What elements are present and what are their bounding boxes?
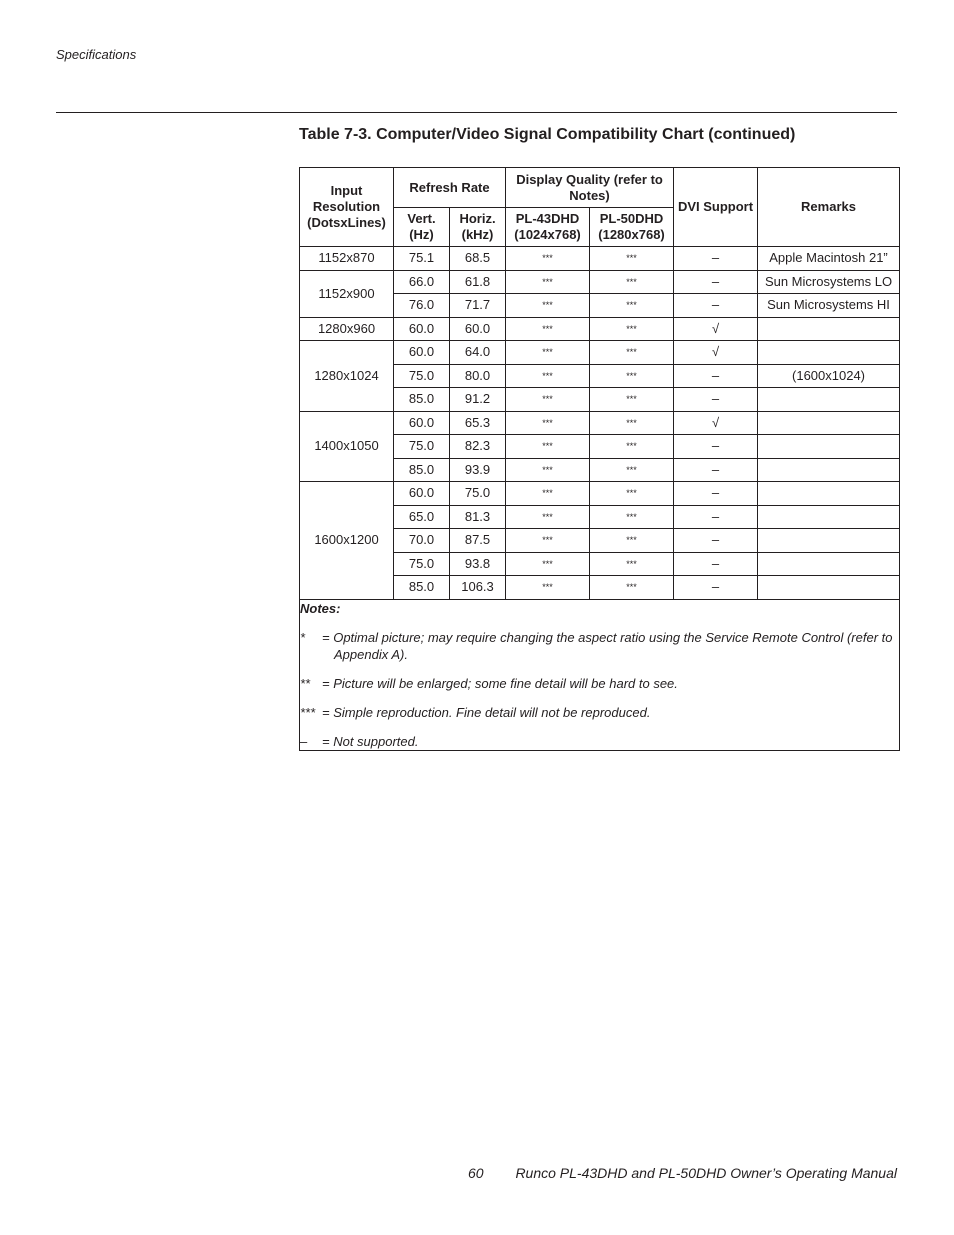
remarks-cell bbox=[758, 458, 900, 482]
pl43dhd-quality-cell: *** bbox=[506, 435, 590, 459]
remarks-cell bbox=[758, 576, 900, 600]
note-text: = Picture will be enlarged; some fine detail will be hard to see. bbox=[322, 675, 678, 691]
header-vert: Vert. (Hz) bbox=[394, 208, 450, 247]
vert-cell: 70.0 bbox=[394, 529, 450, 553]
pl50dhd-quality-cell: *** bbox=[590, 576, 674, 600]
header-rule bbox=[56, 112, 897, 113]
vert-cell: 65.0 bbox=[394, 505, 450, 529]
header-pl43dhd: PL-43DHD (1024x768) bbox=[506, 208, 590, 247]
note-symbol: *** bbox=[300, 704, 316, 720]
notes-cell bbox=[300, 599, 900, 750]
table-row bbox=[300, 317, 900, 341]
note-item bbox=[300, 733, 899, 750]
horiz-cell: 68.5 bbox=[450, 247, 506, 271]
header-remarks: Remarks bbox=[758, 168, 900, 247]
horiz-cell: 80.0 bbox=[450, 364, 506, 388]
remarks-cell bbox=[758, 388, 900, 412]
note-text: = Not supported. bbox=[322, 733, 419, 749]
pl43dhd-quality-cell: *** bbox=[506, 364, 590, 388]
horiz-cell: 106.3 bbox=[450, 576, 506, 600]
horiz-cell: 93.9 bbox=[450, 458, 506, 482]
vert-cell: 60.0 bbox=[394, 317, 450, 341]
dvi-support-cell: – bbox=[674, 482, 758, 506]
pl50dhd-quality-cell: *** bbox=[590, 482, 674, 506]
pl50dhd-quality-cell: *** bbox=[590, 411, 674, 435]
header-input-resolution: Input Resolution (DotsxLines) bbox=[300, 168, 394, 247]
remarks-cell bbox=[758, 552, 900, 576]
header-display-quality: Display Quality (refer to Notes) bbox=[506, 168, 674, 208]
note-text: = Optimal picture; may require changing the aspect ratio using the Service Remote Control (refer to Appendix A). bbox=[322, 629, 893, 662]
dvi-support-cell: – bbox=[674, 435, 758, 459]
running-head: Specifications bbox=[56, 47, 137, 62]
pl50dhd-quality-cell: *** bbox=[590, 435, 674, 459]
pl43dhd-quality-cell: *** bbox=[506, 458, 590, 482]
pl50dhd-quality-cell: *** bbox=[590, 317, 674, 341]
pl50dhd-quality-cell: *** bbox=[590, 341, 674, 365]
pl43dhd-quality-cell: *** bbox=[506, 529, 590, 553]
remarks-cell bbox=[758, 341, 900, 365]
dvi-support-cell: – bbox=[674, 364, 758, 388]
vert-cell: 85.0 bbox=[394, 388, 450, 412]
vert-cell: 60.0 bbox=[394, 341, 450, 365]
pl43dhd-quality-cell: *** bbox=[506, 576, 590, 600]
table-row bbox=[300, 411, 900, 435]
dvi-support-cell: √ bbox=[674, 411, 758, 435]
header-dvi-support: DVI Support bbox=[674, 168, 758, 247]
remarks-cell bbox=[758, 482, 900, 506]
remarks-cell bbox=[758, 411, 900, 435]
remarks-cell bbox=[758, 435, 900, 459]
table-row bbox=[300, 341, 900, 365]
vert-cell: 66.0 bbox=[394, 270, 450, 294]
vert-cell: 60.0 bbox=[394, 482, 450, 506]
pl50dhd-quality-cell: *** bbox=[590, 364, 674, 388]
table-row bbox=[300, 270, 900, 294]
horiz-cell: 71.7 bbox=[450, 294, 506, 318]
pl43dhd-quality-cell: *** bbox=[506, 505, 590, 529]
pl43dhd-quality-cell: *** bbox=[506, 294, 590, 318]
horiz-cell: 61.8 bbox=[450, 270, 506, 294]
vert-cell: 75.1 bbox=[394, 247, 450, 271]
pl50dhd-quality-cell: *** bbox=[590, 552, 674, 576]
pl43dhd-quality-cell: *** bbox=[506, 270, 590, 294]
note-item bbox=[300, 704, 899, 721]
compatibility-table bbox=[299, 167, 900, 751]
note-item bbox=[300, 675, 899, 692]
dvi-support-cell: – bbox=[674, 270, 758, 294]
dvi-support-cell: √ bbox=[674, 341, 758, 365]
dvi-support-cell: – bbox=[674, 576, 758, 600]
dvi-support-cell: – bbox=[674, 388, 758, 412]
table-title: Table 7-3. Computer/Video Signal Compatibility Chart (continued) bbox=[299, 126, 796, 143]
remarks-cell bbox=[758, 317, 900, 341]
horiz-cell: 93.8 bbox=[450, 552, 506, 576]
pl43dhd-quality-cell: *** bbox=[506, 411, 590, 435]
note-symbol: ** bbox=[300, 675, 311, 691]
page-number: 60 bbox=[468, 1165, 484, 1181]
resolution-cell: 1400x1050 bbox=[300, 411, 394, 482]
dvi-support-cell: – bbox=[674, 247, 758, 271]
pl43dhd-quality-cell: *** bbox=[506, 317, 590, 341]
dvi-support-cell: – bbox=[674, 505, 758, 529]
header-refresh-rate: Refresh Rate bbox=[394, 168, 506, 208]
note-text: = Simple reproduction. Fine detail will not be reproduced. bbox=[322, 704, 651, 720]
table-row bbox=[300, 482, 900, 506]
resolution-cell: 1280x1024 bbox=[300, 341, 394, 412]
pl50dhd-quality-cell: *** bbox=[590, 294, 674, 318]
horiz-cell: 91.2 bbox=[450, 388, 506, 412]
horiz-cell: 75.0 bbox=[450, 482, 506, 506]
resolution-cell: 1152x900 bbox=[300, 270, 394, 317]
manual-title: Runco PL-43DHD and PL-50DHD Owner’s Operating Manual bbox=[515, 1165, 897, 1181]
header-horiz: Horiz. (kHz) bbox=[450, 208, 506, 247]
pl43dhd-quality-cell: *** bbox=[506, 552, 590, 576]
horiz-cell: 87.5 bbox=[450, 529, 506, 553]
remarks-cell: (1600x1024) bbox=[758, 364, 900, 388]
pl50dhd-quality-cell: *** bbox=[590, 458, 674, 482]
pl43dhd-quality-cell: *** bbox=[506, 247, 590, 271]
vert-cell: 85.0 bbox=[394, 576, 450, 600]
dvi-support-cell: – bbox=[674, 529, 758, 553]
notes-heading: Notes: bbox=[300, 600, 341, 616]
resolution-cell: 1280x960 bbox=[300, 317, 394, 341]
vert-cell: 60.0 bbox=[394, 411, 450, 435]
horiz-cell: 65.3 bbox=[450, 411, 506, 435]
remarks-cell: Apple Macintosh 21” bbox=[758, 247, 900, 271]
horiz-cell: 64.0 bbox=[450, 341, 506, 365]
dvi-support-cell: √ bbox=[674, 317, 758, 341]
vert-cell: 76.0 bbox=[394, 294, 450, 318]
pl50dhd-quality-cell: *** bbox=[590, 247, 674, 271]
resolution-cell: 1600x1200 bbox=[300, 482, 394, 600]
table-row bbox=[300, 247, 900, 271]
dvi-support-cell: – bbox=[674, 294, 758, 318]
horiz-cell: 82.3 bbox=[450, 435, 506, 459]
note-symbol: – bbox=[300, 733, 308, 749]
pl43dhd-quality-cell: *** bbox=[506, 341, 590, 365]
pl43dhd-quality-cell: *** bbox=[506, 388, 590, 412]
table-body bbox=[300, 247, 900, 600]
pl50dhd-quality-cell: *** bbox=[590, 529, 674, 553]
dvi-support-cell: – bbox=[674, 458, 758, 482]
vert-cell: 75.0 bbox=[394, 364, 450, 388]
pl50dhd-quality-cell: *** bbox=[590, 270, 674, 294]
remarks-cell: Sun Microsystems LO bbox=[758, 270, 900, 294]
vert-cell: 85.0 bbox=[394, 458, 450, 482]
remarks-cell bbox=[758, 505, 900, 529]
horiz-cell: 60.0 bbox=[450, 317, 506, 341]
header-pl50dhd: PL-50DHD (1280x768) bbox=[590, 208, 674, 247]
remarks-cell bbox=[758, 529, 900, 553]
pl43dhd-quality-cell: *** bbox=[506, 482, 590, 506]
vert-cell: 75.0 bbox=[394, 552, 450, 576]
pl50dhd-quality-cell: *** bbox=[590, 388, 674, 412]
resolution-cell: 1152x870 bbox=[300, 247, 394, 271]
vert-cell: 75.0 bbox=[394, 435, 450, 459]
note-symbol: * bbox=[300, 629, 306, 645]
pl50dhd-quality-cell: *** bbox=[590, 505, 674, 529]
note-item bbox=[300, 629, 899, 663]
remarks-cell: Sun Microsystems HI bbox=[758, 294, 900, 318]
horiz-cell: 81.3 bbox=[450, 505, 506, 529]
dvi-support-cell: – bbox=[674, 552, 758, 576]
